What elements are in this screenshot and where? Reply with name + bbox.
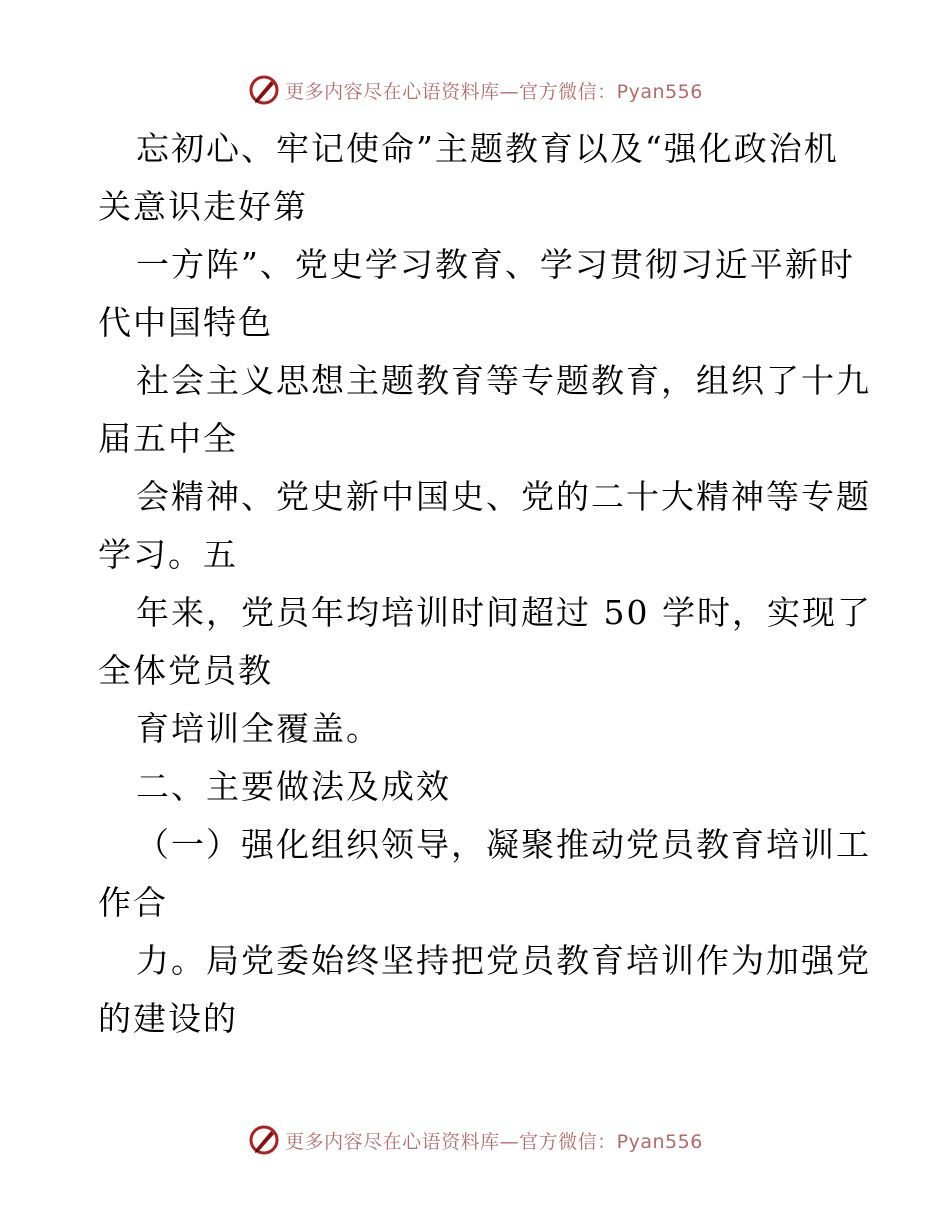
text-line: 育培训全覆盖。 — [136, 709, 381, 748]
text-line: 学习。五 — [98, 535, 238, 574]
text-line: 代中国特色 — [98, 303, 273, 342]
watermark-text: 更多内容尽在心语资料库—官方微信：Pyan556 — [285, 1130, 703, 1153]
text-line: 全体党员教 — [98, 651, 273, 690]
text-line: 忘初心、牢记使命”主题教育以及“强化政治机 — [136, 129, 839, 168]
text-line: 会精神、党史新中国史、党的二十大精神等专题 — [136, 477, 871, 516]
text-line: 关意识走好第 — [98, 187, 308, 226]
pen-logo-icon — [247, 73, 281, 107]
document-body — [98, 120, 872, 1048]
text-line: 作合 — [98, 883, 168, 922]
watermark-text: 更多内容尽在心语资料库—官方微信：Pyan556 — [285, 80, 703, 103]
header-watermark — [0, 70, 950, 110]
pen-logo-icon — [247, 1123, 281, 1157]
text-line: 社会主义思想主题教育等专题教育，组织了十九 — [136, 361, 871, 400]
text-line: 年来，党员年均培训时间超过 50 学时，实现了 — [136, 593, 872, 632]
section-heading: 二、主要做法及成效 — [136, 767, 451, 806]
text-line: 一方阵”、党史学习教育、学习贯彻习近平新时 — [136, 245, 855, 284]
text-line: 力。局党委始终坚持把党员教育培训作为加强党 — [136, 941, 871, 980]
subsection-heading: （一）强化组织领导，凝聚推动党员教育培训工 — [136, 825, 871, 864]
footer-watermark — [0, 1120, 950, 1160]
text-line: 届五中全 — [98, 419, 238, 458]
text-line: 的建设的 — [98, 999, 238, 1038]
